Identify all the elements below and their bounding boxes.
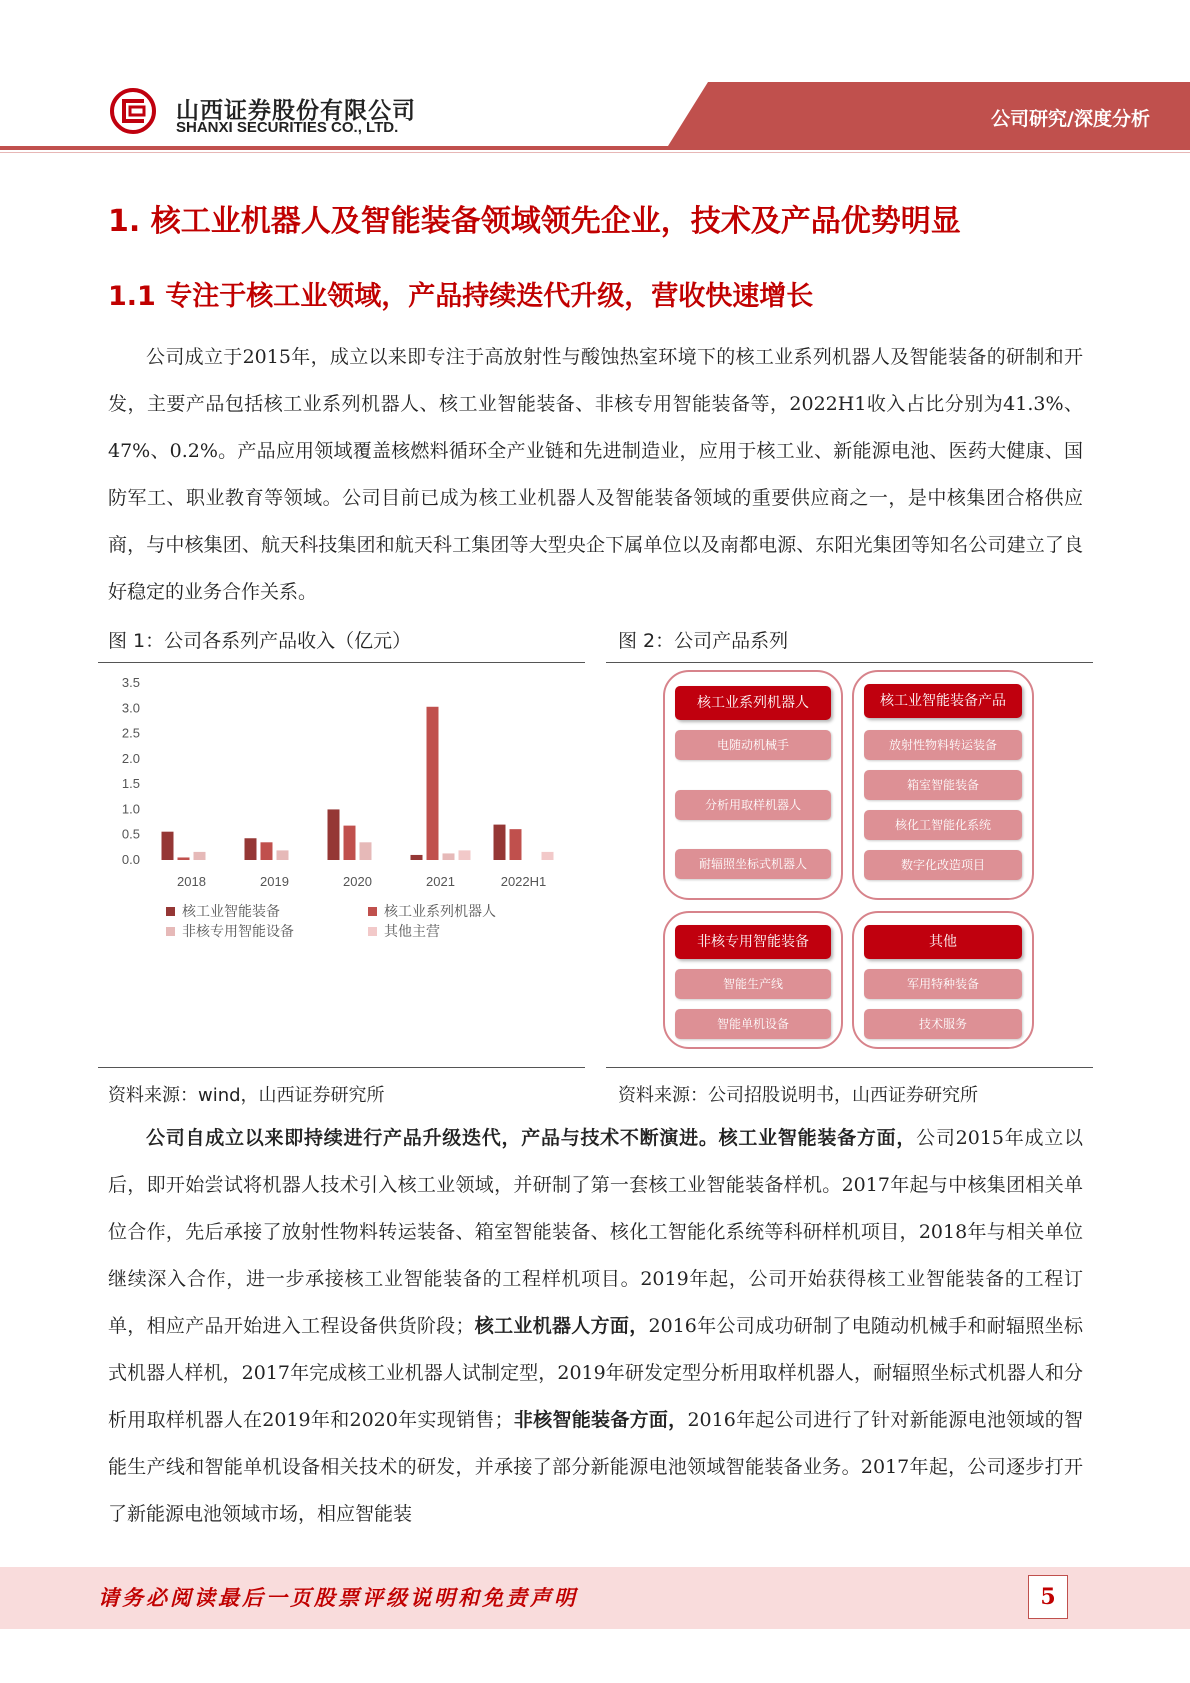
product-item: 智能单机设备 (675, 1009, 831, 1039)
y-tick-label: 2.5 (121, 725, 140, 741)
group-title: 其他 (864, 925, 1022, 959)
body-text: 2016年起公司进行了针对新能源电池领域的智能生产线和智能单机设备相关技术的研发，并承接了部分新能源电池领域智能装备业务。2017年起，公司逐步打开了新能源电池领域市场，相应智能装 (108, 1409, 1083, 1525)
bar-核工业系列机器人 (178, 857, 190, 860)
figure2-source: 资料来源：公司招股说明书，山西证券研究所 (618, 1085, 978, 1106)
product-group-non-nuclear (663, 911, 843, 1049)
bar-其他主营 (459, 850, 471, 860)
figure2-title: 图 2：公司产品系列 (618, 630, 789, 652)
company-logo (110, 88, 156, 134)
group-title: 非核专用智能装备 (675, 925, 831, 959)
y-tick-label: 1.0 (121, 801, 140, 817)
x-tick-label: 2022H1 (500, 874, 547, 889)
legend-label: 核工业系列机器人 (384, 904, 496, 920)
bar-核工业智能装备 (245, 838, 257, 860)
product-group-other (852, 911, 1034, 1049)
bold-lead: 核工业机器人方面， (474, 1315, 649, 1337)
body-paragraph (108, 1115, 1083, 1538)
x-tick-label: 2021 (426, 874, 455, 889)
y-tick-label: 2.0 (121, 750, 140, 766)
body-text: 2016年公司成功研制了电随动机械手和耐辐照坐标式机器人样机，2017年完成核工业机器人试制定型，2019年研发定型分析用取样机器人，耐辐照坐标式机器人和分析用取样机器人在2019年和2020年实现销售； (108, 1315, 1083, 1431)
bar-核工业智能装备 (494, 825, 506, 860)
header-divider (0, 146, 1190, 150)
bar-核工业系列机器人 (261, 842, 273, 860)
subsection-heading: 1.1 专注于核工业领域，产品持续迭代升级，营收快速增长 (108, 281, 814, 312)
bar-核工业智能装备 (162, 832, 174, 860)
legend-label: 其他主营 (384, 924, 440, 940)
bar-核工业系列机器人 (427, 707, 439, 860)
product-item: 智能生产线 (675, 969, 831, 999)
legend-swatch (166, 927, 175, 936)
bar-核工业智能装备 (411, 855, 423, 860)
figure2-top-rule (606, 662, 1093, 663)
page-number: 5 (1028, 1575, 1068, 1619)
figure1-title: 图 1：公司各系列产品收入（亿元） (108, 630, 412, 652)
product-item: 核化工智能化系统 (864, 810, 1022, 840)
legend-swatch (166, 907, 175, 916)
footer-disclaimer[interactable]: 请务必阅读最后一页股票评级说明和免责声明 (98, 1585, 578, 1610)
report-type-label: 公司研究/深度分析 (991, 108, 1150, 130)
product-item: 电随动机械手 (675, 730, 831, 760)
product-item: 放射性物料转运装备 (864, 730, 1022, 760)
figure2-bottom-rule (606, 1067, 1093, 1068)
bar-其他主营 (542, 852, 554, 860)
section-heading: 1. 核工业机器人及智能装备领域领先企业，技术及产品优势明显 (108, 204, 961, 239)
bar-非核专用智能设备 (443, 853, 455, 860)
figure1-bottom-rule (98, 1067, 585, 1068)
intro-paragraph: 公司成立于2015年，成立以来即专注于高放射性与酸蚀热室环境下的核工业系列机器人及智能装备的研制和开发，主要产品包括核工业系列机器人、核工业智能装备、非核专用智能装备等，2022H1收入占比分别为41.3%、47%、0.2%。产品应用领域覆盖核燃料循环全产业链和先进制造业，应用于核工业、新能源电池、医药大健康、国防军工、职业教育等领域。公司目前已成为核工业机器人及智能装备领域的重要供应商之一，是中核集团合格供应商，与中核集团、航天科技集团和航天科工集团等大型央企下属单位以及南都电源、东阳光集团等知名公司建立了良好稳定的业务合作关系。 (108, 346, 1083, 603)
figure1-source: 资料来源：wind，山西证券研究所 (108, 1085, 385, 1106)
legend-swatch (368, 907, 377, 916)
bold-lead: 公司自成立以来即持续进行产品升级迭代，产品与技术不断演进。核工业智能装备方面， (146, 1127, 917, 1149)
y-tick-label: 1.5 (121, 776, 140, 792)
x-tick-label: 2020 (343, 874, 372, 889)
figure1-top-rule (98, 662, 585, 663)
product-item: 箱室智能装备 (864, 770, 1022, 800)
product-item: 军用特种装备 (864, 969, 1022, 999)
legend-swatch (368, 927, 377, 936)
group-title: 核工业系列机器人 (675, 686, 831, 720)
header-divider-thin (0, 152, 1190, 153)
bar-非核专用智能设备 (277, 850, 289, 860)
bar-核工业系列机器人 (344, 826, 356, 860)
bar-非核专用智能设备 (194, 852, 206, 860)
legend-label: 核工业智能装备 (182, 904, 280, 920)
y-tick-label: 3.5 (121, 675, 140, 690)
revenue-bar-chart (98, 668, 585, 1058)
body-text: 公司2015年成立以后，即开始尝试将机器人技术引入核工业领域，并研制了第一套核工业智能装备样机。2017年起与中核集团相关单位合作，先后承接了放射性物料转运装备、箱室智能装备、核化工智能化系统等科研样机项目，2018年与相关单位继续深入合作，进一步承接核工业智能装备的工程样机项目。2019年起，公司开始获得核工业智能装备的工程订单，相应产品开始进入工程设备供货阶段； (108, 1127, 1083, 1337)
bar-核工业智能装备 (328, 809, 340, 860)
bold-lead: 非核智能装备方面， (513, 1409, 688, 1431)
x-tick-label: 2019 (260, 874, 289, 889)
product-item: 耐辐照坐标式机器人 (675, 849, 831, 879)
y-tick-label: 3.0 (121, 700, 140, 716)
company-name-en: SHANXI SECURITIES CO., LTD. (176, 119, 399, 136)
bar-核工业系列机器人 (510, 829, 522, 860)
product-group-robots (663, 670, 843, 900)
y-tick-label: 0.5 (121, 826, 140, 842)
product-item: 分析用取样机器人 (675, 790, 831, 820)
y-tick-label: 0.0 (121, 852, 140, 867)
product-item: 技术服务 (864, 1009, 1022, 1039)
x-tick-label: 2018 (177, 874, 206, 889)
legend-label: 非核专用智能设备 (182, 924, 294, 940)
company-name-cn: 山西证券股份有限公司 (176, 98, 416, 124)
group-title: 核工业智能装备产品 (864, 684, 1022, 718)
bar-非核专用智能设备 (360, 842, 372, 860)
product-group-equipment (852, 670, 1034, 900)
product-item: 数字化改造项目 (864, 850, 1022, 880)
